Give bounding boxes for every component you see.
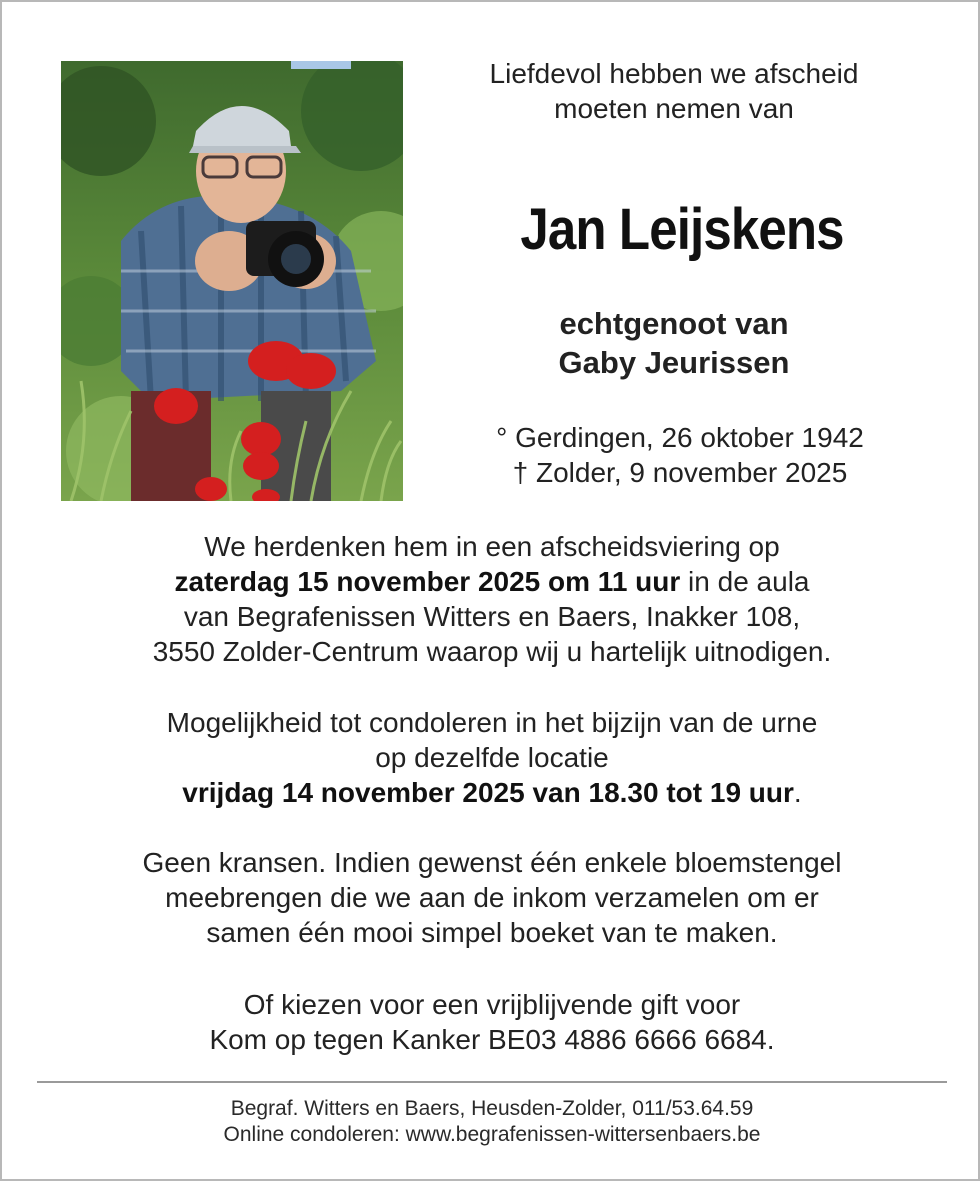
intro-text [442,56,906,126]
gift-line-1: Of kiezen voor een vrijblijvende gift voor [243,989,741,1020]
online-condolence-link[interactable]: Online condoleren: www.begrafenissen-wittersenbaers.be [223,1123,761,1146]
flowers-line-1: Geen kransen. Indien gewenst één enkele bloemstengel [142,847,842,878]
gift-paragraph [42,987,942,1057]
ceremony-date: zaterdag 15 november 2025 om 11 uur [174,566,681,597]
ceremony-line-1: We herdenken hem in een afscheidsviering op [204,531,780,562]
footer [42,1096,942,1148]
condolence-line-3 [42,775,942,810]
gift-line-2: Kom op tegen Kanker BE03 4886 6666 6684. [209,1024,775,1055]
flowers-paragraph [42,845,942,950]
portrait-image [61,61,403,501]
ceremony-line-4: 3550 Zolder-Centrum waarop wij u hartelijk uitnodigen. [152,636,832,667]
death-date: † Zolder, 9 november 2025 [512,457,848,488]
relation-label: echtgenoot van [559,306,789,341]
portrait-photo [61,61,403,501]
funeral-home-info: Begraf. Witters en Baers, Heusden-Zolder, 011/53.64.59 [230,1097,754,1120]
intro-line-1: Liefdevol hebben we afscheid [489,58,859,89]
deceased-name: Jan Leijskens [520,197,844,262]
ceremony-line-2 [42,564,942,599]
ceremony-line-3: van Begrafenissen Witters en Baers, Inakker 108, [183,601,801,632]
flowers-line-2: meebrengen die we aan de inkom verzamelen om er [165,882,819,913]
condolence-period: . [793,777,802,808]
flowers-line-3: samen één mooi simpel boeket van te maken. [206,917,778,948]
birth-date: ° Gerdingen, 26 oktober 1942 [496,422,864,453]
spouse-block [442,304,906,382]
condolence-line-1: Mogelijkheid tot condoleren in het bijzijn van de urne [166,707,818,738]
footer-divider [37,1081,947,1083]
spouse-name: Gaby Jeurissen [558,345,790,380]
condolence-paragraph [42,705,942,810]
life-dates [442,420,918,490]
condolence-date: vrijdag 14 november 2025 van 18.30 tot 19 uur [182,777,794,808]
ceremony-location-start: in de aula [680,566,810,597]
ceremony-paragraph [42,529,942,669]
condolence-line-2: op dezelfde locatie [375,742,609,773]
intro-line-2: moeten nemen van [554,93,794,124]
